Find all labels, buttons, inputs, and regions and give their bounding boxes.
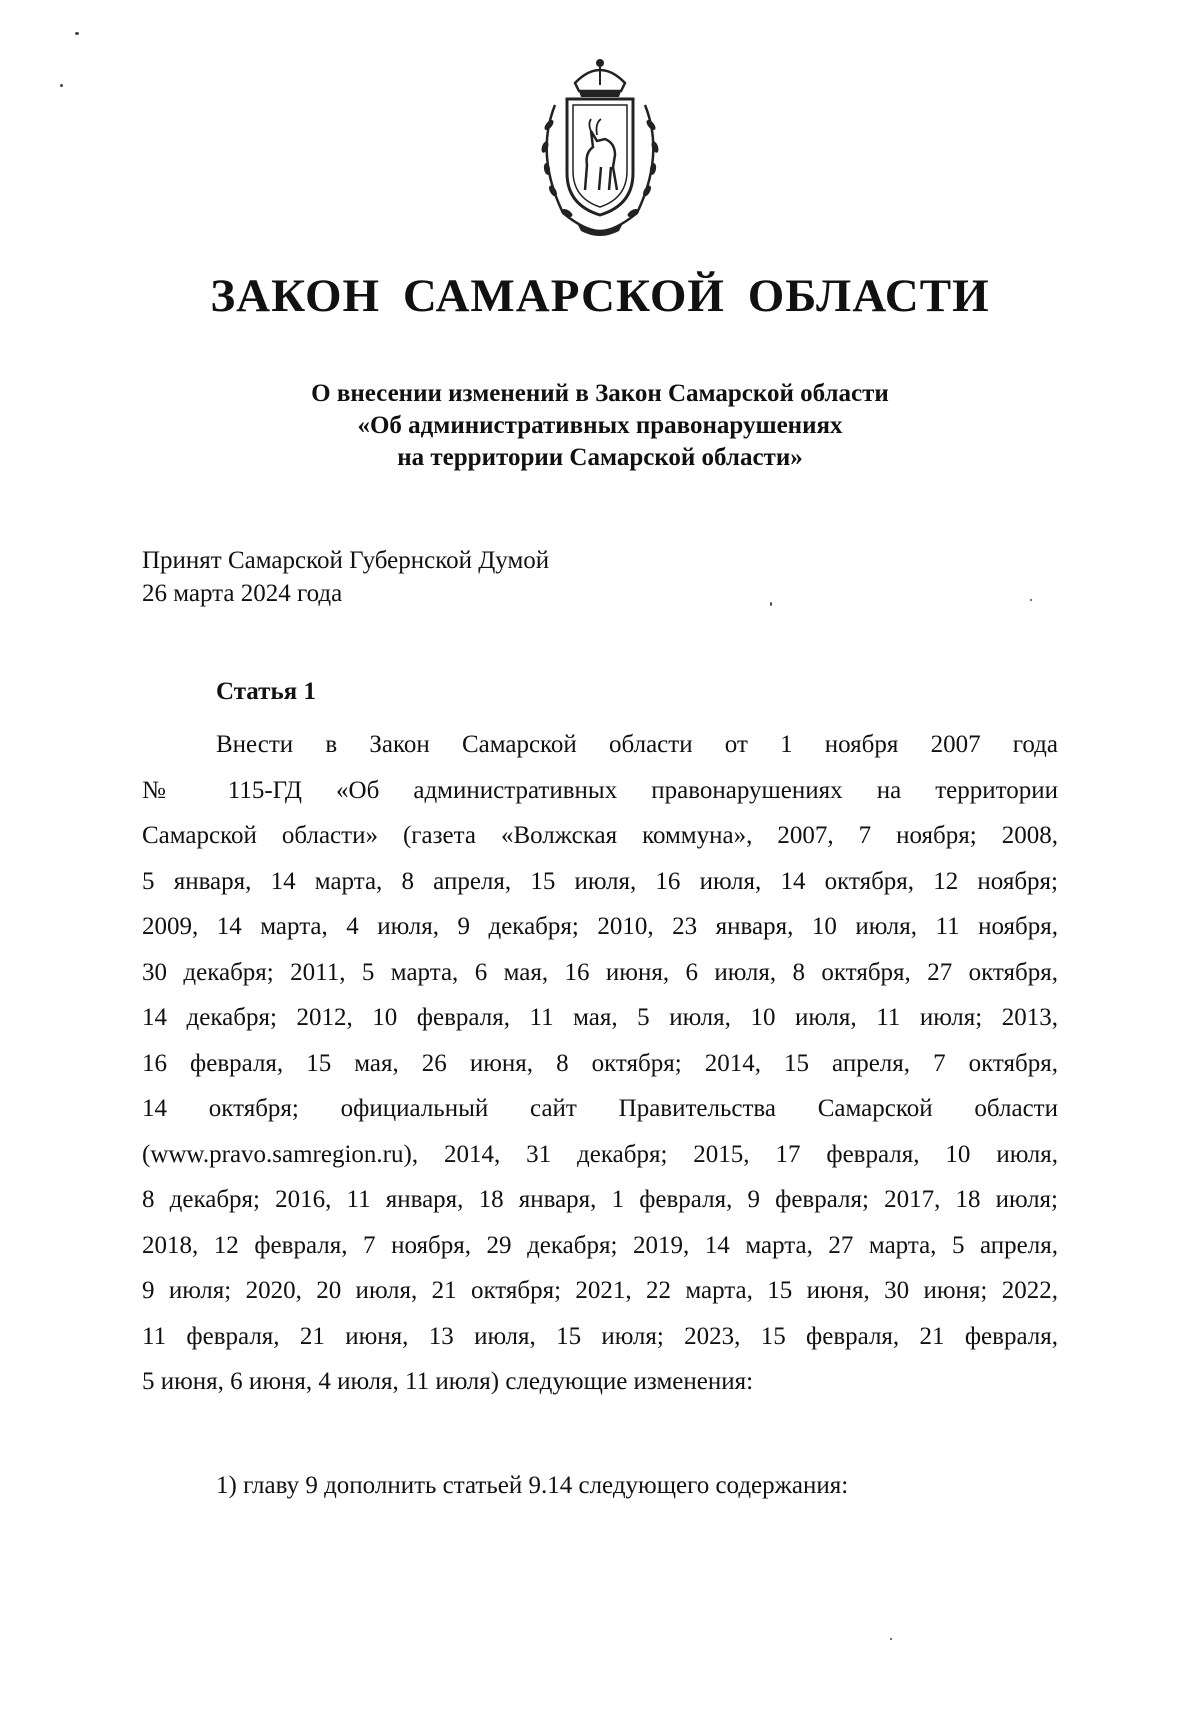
paragraph-line: 5 января, 14 марта, 8 апреля, 15 июля, 16 июля, 14 октября, 12 ноября; — [142, 867, 1058, 895]
samara-coat-of-arms-icon — [515, 55, 685, 240]
paragraph-line: 11 февраля, 21 июня, 13 июля, 15 июля; 2023, 15 февраля, 21 февраля, — [142, 1322, 1058, 1350]
paragraph-line: 8 декабря; 2016, 11 января, 18 января, 1 февраля, 9 февраля; 2017, 18 июля; — [142, 1186, 1058, 1213]
scan-speck — [1030, 599, 1032, 601]
paragraph-line: 2009, 14 марта, 4 июля, 9 декабря; 2010, 23 января, 10 июля, 11 ноября, — [142, 913, 1058, 940]
paragraph-line: 30 декабря; 2011, 5 марта, 6 мая, 16 июня, 6 июля, 8 октября, 27 октября, — [142, 958, 1058, 986]
scan-speck — [890, 1638, 892, 1640]
adoption-note — [142, 544, 549, 610]
subtitle-line: О внесении изменений в Закон Самарской области — [311, 380, 889, 407]
paragraph-line: 5 июня, 6 июня, 4 июля, 11 июля) следующие изменения: — [142, 1368, 754, 1395]
paragraph-line: 2018, 12 февраля, 7 ноября, 29 декабря; 2019, 14 марта, 27 марта, 5 апреля, — [142, 1231, 1058, 1259]
paragraph-line: 16 февраля, 15 мая, 26 июня, 8 октября; 2014, 15 апреля, 7 октября, — [142, 1049, 1058, 1077]
paragraph-line: 14 декабря; 2012, 10 февраля, 11 мая, 5 июля, 10 июля, 11 июля; 2013, — [142, 1004, 1058, 1031]
scan-speck — [60, 84, 63, 87]
subtitle-line: на территории Самарской области» — [397, 444, 803, 471]
article-heading: Статья 1 — [216, 678, 316, 705]
article-paragraph — [142, 722, 1058, 1405]
paragraph-line: 14 октября; официальный сайт Правительства Самарской области — [142, 1095, 1058, 1122]
subtitle-line: «Об административных правонарушениях — [357, 412, 843, 439]
paragraph-line: Внести в Закон Самарской области от 1 ноября 2007 года — [216, 731, 1058, 758]
scan-speck — [770, 602, 772, 606]
adoption-body: Принят Самарской Губернской Думой — [142, 547, 550, 574]
paragraph-line: (www.pravo.samregion.ru), 2014, 31 декабря; 2015, 17 февраля, 10 июля, — [142, 1140, 1058, 1168]
law-title: ЗАКОН САМАРСКОЙ ОБЛАСТИ — [210, 270, 990, 322]
paragraph-line: Самарской области» (газета «Волжская коммуна», 2007, 7 ноября; 2008, — [142, 822, 1058, 849]
amendment-item-1: 1) главу 9 дополнить статьей 9.14 следующего содержания: — [216, 1472, 849, 1499]
law-subtitle — [0, 378, 1200, 474]
paragraph-line: 9 июля; 2020, 20 июля, 21 октября; 2021, 22 марта, 15 июня, 30 июня; 2022, — [142, 1277, 1058, 1304]
adoption-date: 26 марта 2024 года — [142, 580, 343, 607]
scan-speck — [75, 32, 79, 35]
paragraph-line: № 115-ГД «Об административных правонарушениях на территории — [142, 776, 1058, 804]
